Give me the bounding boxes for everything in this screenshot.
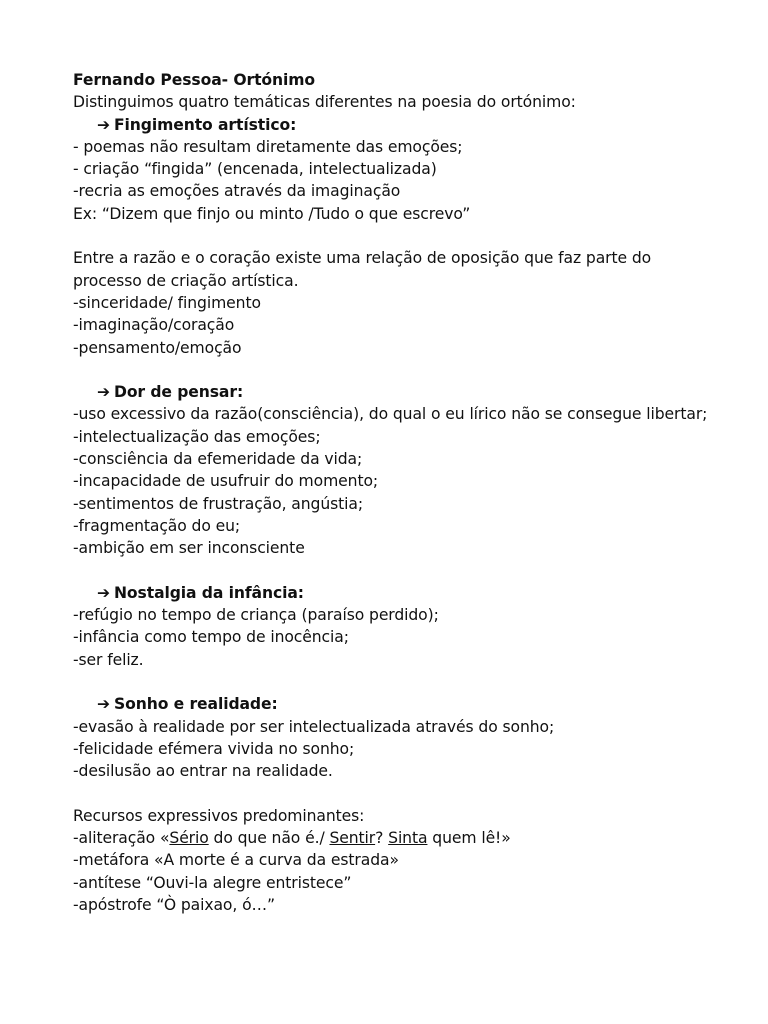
text-fragment: ? <box>375 829 389 848</box>
text-fragment: -aliteração « <box>73 829 170 848</box>
list-item: -intelectualização das emoções; <box>73 427 321 446</box>
list-item: -antítese “Ouvi-la alegre entristece” <box>73 873 352 892</box>
list-item: -consciência da efemeridade da vida; <box>73 450 363 469</box>
resources-heading: Recursos expressivos predominantes: <box>73 806 365 825</box>
underlined-word: Sério <box>169 829 209 848</box>
section-heading-sonho <box>73 693 708 715</box>
list-item: -felicidade efémera vivida no sonho; <box>73 739 355 758</box>
list-item: -metáfora «A morte é a curva da estrada» <box>73 851 399 870</box>
list-item: - poemas não resultam diretamente das emoções; <box>73 137 463 156</box>
section-heading-label: Fingimento artístico: <box>113 115 297 134</box>
list-item: -sentimentos de frustração, angústia; <box>73 494 364 513</box>
list-item: -uso excessivo da razão(consciência), do qual o eu lírico não se consegue libertar; <box>73 405 708 424</box>
arrow-icon: ➔ <box>97 115 110 134</box>
spacer <box>73 225 708 247</box>
intro-text: Distinguimos quatro temáticas diferentes na poesia do ortónimo: <box>73 93 576 112</box>
spacer <box>73 359 708 381</box>
list-item: -ser feliz. <box>73 650 144 669</box>
text-fragment: do que não é./ <box>208 829 330 848</box>
spacer <box>73 783 708 805</box>
list-item: - criação “fingida” (encenada, intelectualizada) <box>73 160 437 179</box>
list-item: -fragmentação do eu; <box>73 516 241 535</box>
list-item: -recria as emoções através da imaginação <box>73 182 401 201</box>
list-item: -sinceridade/ fingimento <box>73 293 261 312</box>
section-heading-label: Dor de pensar: <box>113 383 244 402</box>
arrow-icon: ➔ <box>97 383 110 402</box>
spacer <box>73 671 708 693</box>
document-title: Fernando Pessoa- Ortónimo <box>73 71 316 89</box>
text-fragment: quem lê!» <box>427 829 511 848</box>
arrow-icon: ➔ <box>97 583 110 602</box>
list-item: -imaginação/coração <box>73 316 235 335</box>
list-item-aliteracao <box>73 827 708 849</box>
underlined-word: Sinta <box>388 829 428 848</box>
underlined-word: Sentir <box>329 829 376 848</box>
list-item: -ambição em ser inconsciente <box>73 539 305 558</box>
list-item: -desilusão ao entrar na realidade. <box>73 762 333 781</box>
list-item: -refúgio no tempo de criança (paraíso perdido); <box>73 606 439 625</box>
paragraph-razao-coracao: Entre a razão e o coração existe uma relação de oposição que faz parte do processo de criação artística. <box>73 249 652 290</box>
list-item: -apóstrofe “Ò paixao, ó…” <box>73 895 276 914</box>
example-quote: Ex: “Dizem que finjo ou minto /Tudo o que escrevo” <box>73 204 471 223</box>
list-item: -evasão à realidade por ser intelectualizada através do sonho; <box>73 717 555 736</box>
section-heading-label: Nostalgia da infância: <box>113 583 304 602</box>
list-item: -incapacidade de usufruir do momento; <box>73 472 379 491</box>
section-heading-fingimento <box>73 114 708 136</box>
list-item: -infância como tempo de inocência; <box>73 628 349 647</box>
section-heading-nostalgia <box>73 582 708 604</box>
section-heading-label: Sonho e realidade: <box>113 695 278 714</box>
section-heading-dor-de-pensar <box>73 381 708 403</box>
spacer <box>73 560 708 582</box>
arrow-icon: ➔ <box>97 695 110 714</box>
list-item: -pensamento/emoção <box>73 338 242 357</box>
